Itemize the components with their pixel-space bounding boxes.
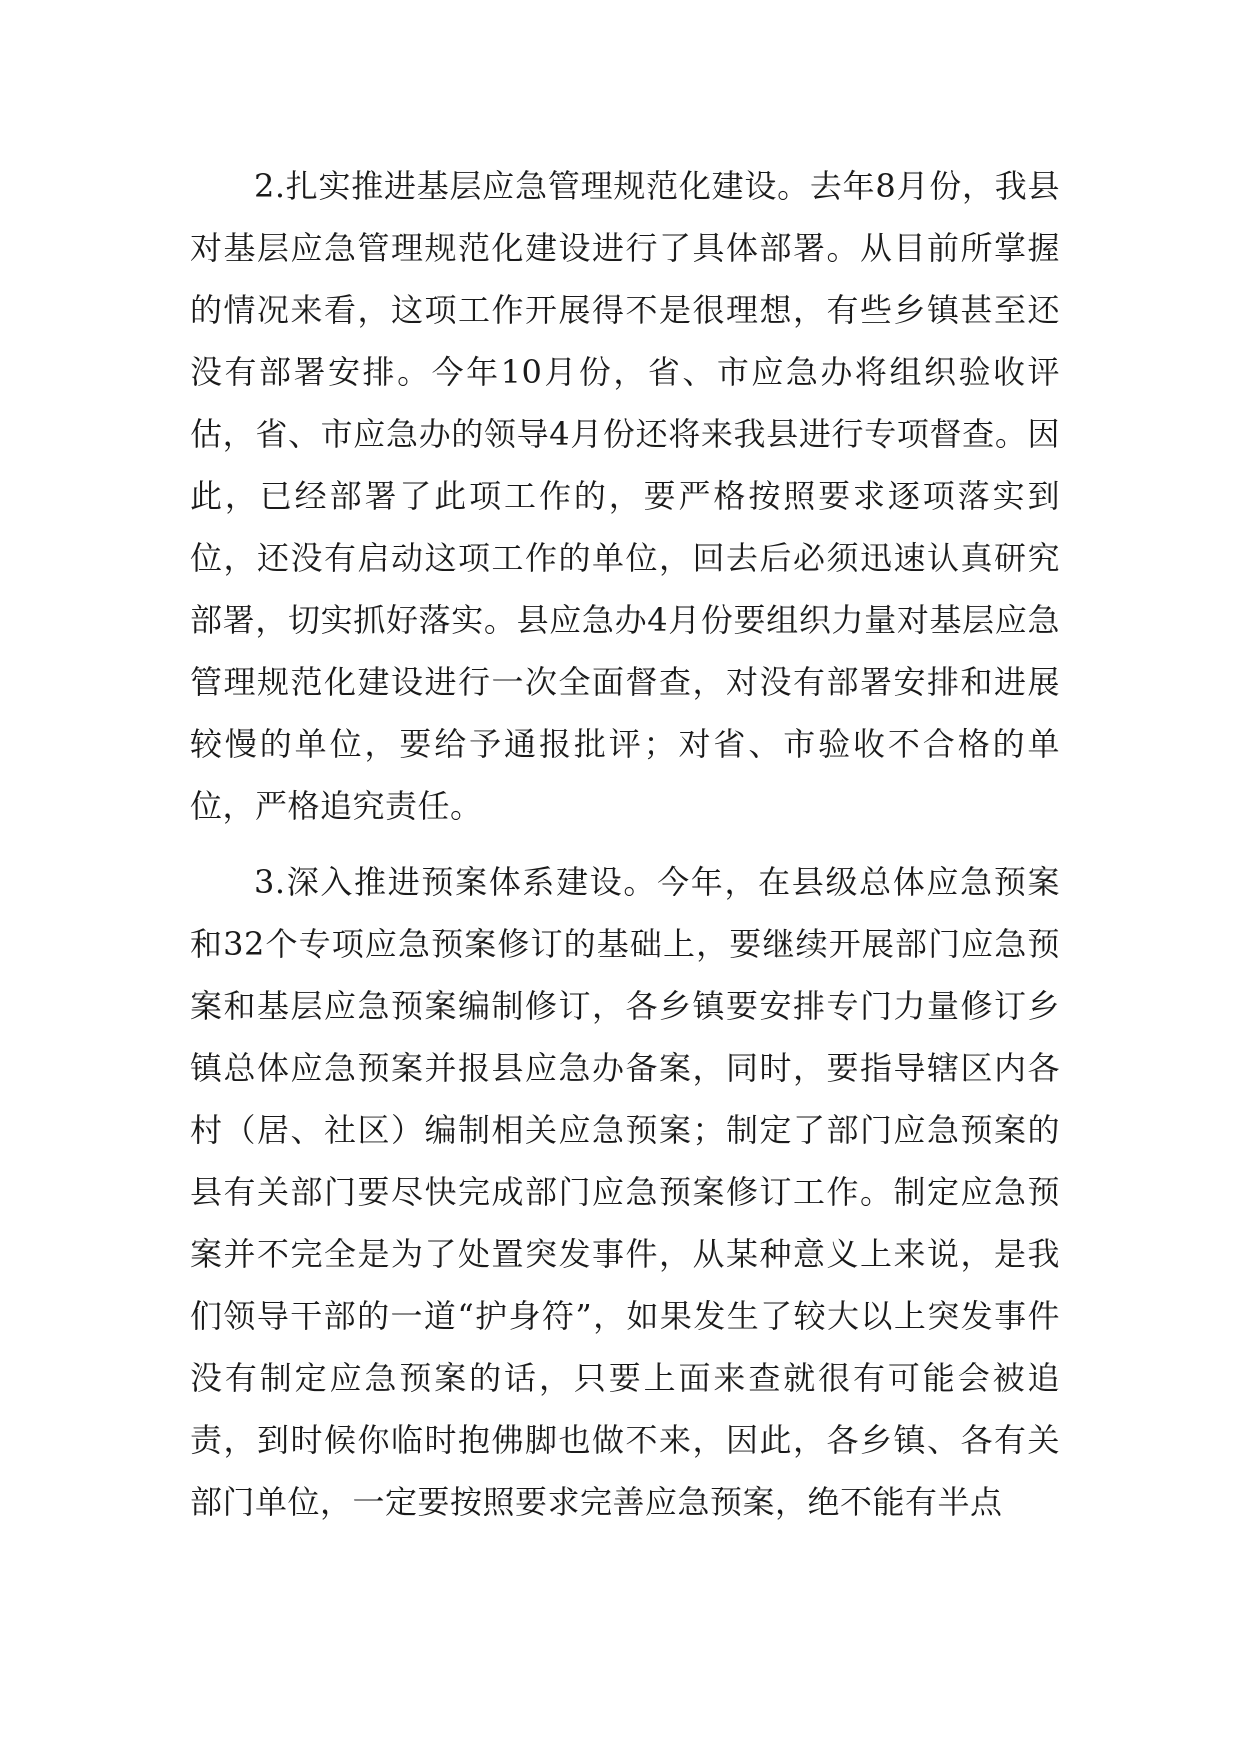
paragraph-2-grassroots-standardization: 2.扎实推进基层应急管理规范化建设。去年8月份，我县对基层应急管理规范化建设进行了具体部署。从目前所掌握的情况来看，这项工作开展得不是很理想，有些乡镇甚至还没有部署安排。今年10月份，省、市应急办将组织验收评估，省、市应急办的领导4月份还将来我县进行专项督查。因此，已经部署了此项工作的，要严格按照要求逐项落实到位，还没有启动这项工作的单位，回去后必须迅速认真研究部署，切实抓好落实。县应急办4月份要组织力量对基层应急管理规范化建设进行一次全面督查，对没有部署安排和进展较慢的单位，要给予通报批评；对省、市验收不合格的单位，严格追究责任。 (190, 167, 1060, 825)
document-body (190, 155, 1060, 1533)
paragraph-3-contingency-plans: 3.深入推进预案体系建设。今年，在县级总体应急预案和32个专项应急预案修订的基础上，要继续开展部门应急预案和基层应急预案编制修订，各乡镇要安排专门力量修订乡镇总体应急预案并报县应急办备案，同时，要指导辖区内各村（居、社区）编制相关应急预案；制定了部门应急预案的县有关部门要尽快完成部门应急预案修订工作。制定应急预案并不完全是为了处置突发事件，从某种意义上来说，是我们领导干部的一道“护身符”，如果发生了较大以上突发事件没有制定应急预案的话，只要上面来查就很有可能会被追责，到时候你临时抱佛脚也做不来，因此，各乡镇、各有关部门单位，一定要按照要求完善应急预案，绝不能有半点 (190, 863, 1060, 1521)
